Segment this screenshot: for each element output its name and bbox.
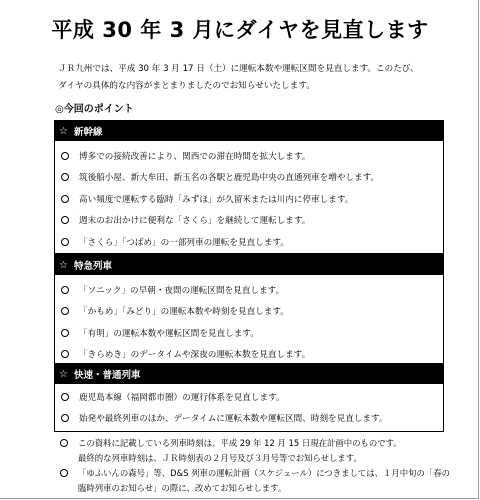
- star-icon: ☆: [59, 125, 68, 137]
- note-line: 臨時列車のお知らせ」の際に、改めてお知らせします。: [78, 483, 287, 493]
- page-title: 平成 30 年 3 月にダイヤを見直します: [51, 18, 429, 42]
- item-text: 博多での接続改善により、関西での滞在時間を拡大します。: [79, 151, 311, 162]
- circle-bullet-icon: [61, 286, 69, 294]
- list-item: [55, 301, 443, 323]
- item-text: 始発や最終列車のほか、データイムに運転本数や運転区間、時刻を見直します。: [79, 414, 388, 425]
- note-line: 最終的な列車時刻は、ＪＲ時刻表の２月号及び３月号等でお知らせします。: [78, 453, 362, 463]
- item-text: 高い頻度で運転する臨時「みずほ」が久留米または川内に停車します。: [79, 194, 354, 205]
- list-item: [55, 386, 443, 408]
- circle-bullet-icon: [61, 216, 69, 224]
- section-title: 新幹線: [73, 127, 103, 138]
- list-item: [55, 210, 443, 232]
- section-rapid-local: [54, 363, 444, 432]
- circle-bullet-icon: [61, 350, 69, 358]
- circle-bullet-icon: [61, 307, 69, 315]
- list-item: [55, 279, 443, 301]
- circle-bullet-icon: [60, 469, 68, 477]
- item-text: 筑後船小屋、新大牟田、新玉名の各駅と鹿児島中央の直通列車を増やします。: [79, 173, 380, 184]
- circle-bullet-icon: [61, 329, 69, 337]
- list-item: [55, 408, 443, 430]
- note-item: [54, 466, 454, 496]
- circle-bullet-icon: [60, 439, 68, 447]
- intro-line: ダイヤの具体的な内容がまとまりましたのでお知らせいたします。: [58, 81, 315, 91]
- list-item: [55, 167, 443, 189]
- item-text: 週末のお出かけに便利な「さくら」を継続して運転します。: [79, 216, 311, 227]
- circle-bullet-icon: [61, 393, 69, 401]
- note-line: この資料に記載している列車時刻は、平成 29 年 12 月 15 日現在計画中のものです。: [78, 438, 402, 448]
- section-title: 快速・普通列車: [73, 370, 141, 381]
- item-text: 「ソニック」の早朝・夜間の運転区間を見直します。: [79, 285, 285, 296]
- list-item: [55, 188, 443, 210]
- item-text: 「きらめき」のデータイムや深夜の運転本数を見直します。: [79, 350, 311, 361]
- section-header: [55, 121, 443, 141]
- circle-bullet-icon: [61, 195, 69, 203]
- circle-bullet-icon: [61, 414, 69, 422]
- section-shinkansen: [54, 120, 444, 254]
- section-title: 特急列車: [73, 261, 112, 272]
- notes: [54, 436, 454, 496]
- list-item: [55, 145, 443, 167]
- section-header: [55, 364, 443, 384]
- points-heading: ◎今回のポイント: [55, 104, 134, 115]
- note-line: 「ゆふいんの森号」等、D&S 列車の運転計画（スケジュール）につきましては、１月中旬の「春の: [78, 468, 451, 478]
- star-icon: ☆: [59, 368, 68, 380]
- section-limited-express: [54, 254, 444, 366]
- intro-line: ＪＲ九州では、平成 30 年 3 月 17 日（土）に運転本数や運転区間を見直します。このたび、: [58, 64, 419, 74]
- item-text: 鹿児島本線（福岡都市圏）の運行体系を見直します。: [79, 392, 285, 403]
- item-text: 「さくら」「つばめ」の一部列車の運転を見直します。: [79, 237, 289, 248]
- circle-bullet-icon: [61, 238, 69, 246]
- item-text: 「有明」の運転本数や運転区間を見直します。: [79, 328, 259, 339]
- list-item: [55, 231, 443, 253]
- list-item: [55, 344, 443, 366]
- section-header: [55, 255, 443, 275]
- intro-paragraph: [58, 61, 438, 95]
- circle-bullet-icon: [61, 152, 69, 160]
- circle-bullet-icon: [61, 173, 69, 181]
- list-item: [55, 322, 443, 344]
- note-item: [54, 436, 454, 466]
- star-icon: ☆: [59, 259, 68, 271]
- item-text: 「かもめ」「みどり」の運転本数や時刻を見直します。: [79, 307, 289, 318]
